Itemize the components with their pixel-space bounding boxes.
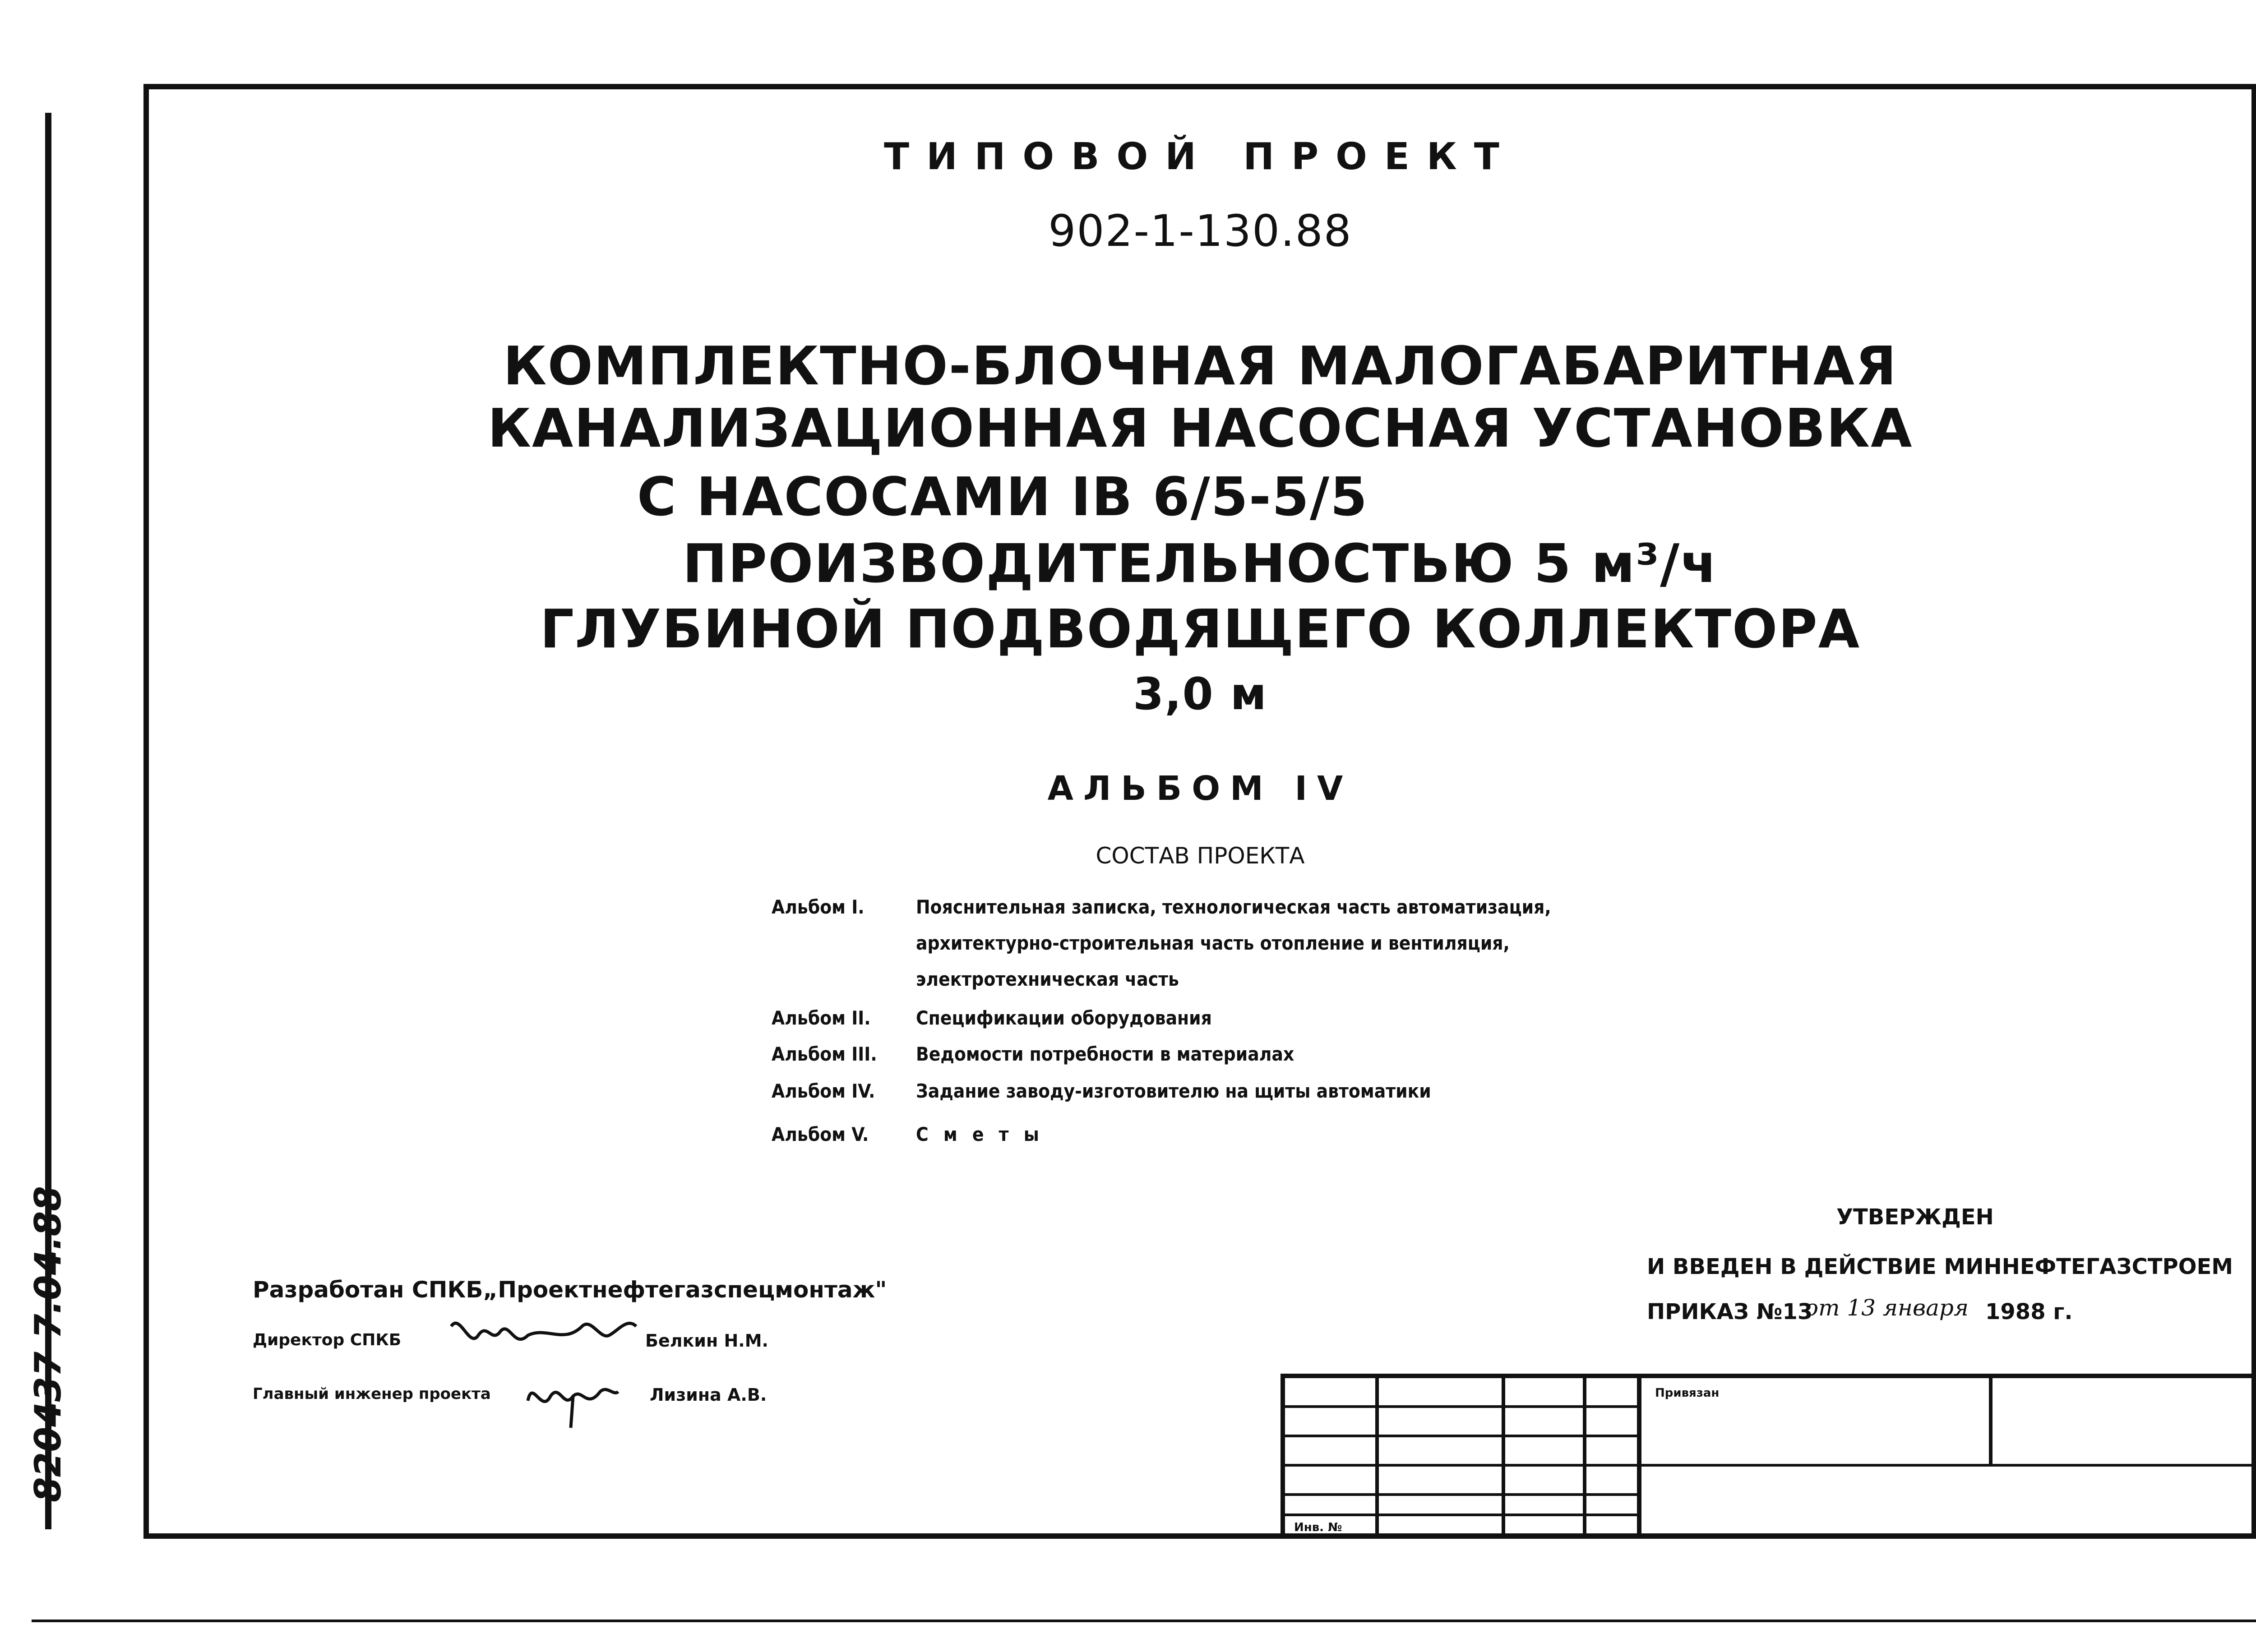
side-registration-note: 820437 7.04.88 — [27, 1186, 69, 1502]
album-label: Альбом I. — [772, 896, 864, 918]
title-block-row-line — [1285, 1464, 2256, 1467]
album-label: Альбом II. — [772, 1007, 871, 1029]
bound-label: Привязан — [1655, 1386, 1720, 1400]
album-item-1 — [772, 896, 1551, 990]
title-line-1: КОМПЛЕКТНО-БЛОЧНАЯ МАЛОГАБАРИТНАЯ — [503, 335, 1897, 397]
composition-heading: СОСТАВ ПРОЕКТА — [1096, 843, 1305, 869]
album-label: Альбом IV. — [772, 1080, 875, 1102]
engineer-label: Главный инженер проекта — [253, 1385, 491, 1403]
album-item-5 — [772, 1123, 1044, 1145]
album-title: АЛЬБОМ IV — [1047, 769, 1353, 808]
title-line-4: ПРОИЗВОДИТЕЛЬНОСТЬЮ 5 м³/ч — [682, 532, 1718, 595]
title-block-row-line — [1285, 1435, 1637, 1437]
album-label: Альбом V. — [772, 1123, 869, 1145]
developer-org: Разработан СПКБ„Проектнефтегазспецмонтаж" — [253, 1277, 887, 1303]
album-item-2 — [772, 1007, 1212, 1029]
album-description-line: электротехническая часть — [916, 968, 1179, 990]
approval-year: 1988 г. — [1985, 1299, 2073, 1324]
approval-line-1: УТВЕРЖДЕН — [1836, 1204, 1994, 1230]
title-block-row-line — [1285, 1405, 1637, 1408]
title-block-row-line — [1285, 1493, 1637, 1496]
project-type: ТИПОВОЙ ПРОЕКТ — [884, 135, 1516, 178]
title-block-divider — [1989, 1378, 1992, 1464]
inventory-number-label: Инв. № — [1294, 1521, 1342, 1534]
album-description-line: Пояснительная записка, технологическая часть автоматизация, — [916, 896, 1551, 918]
approval-order-date: от 13 января — [1805, 1295, 1969, 1321]
title-block-divider — [1637, 1378, 1641, 1539]
album-description-line: Ведомости потребности в материалах — [916, 1043, 1294, 1065]
sheet-bottom-line — [32, 1620, 2256, 1622]
engineer-name: Лизина А.В. — [650, 1385, 767, 1405]
title-block — [1281, 1374, 2256, 1539]
title-line-3: С НАСОСАМИ IВ 6/5-5/5 — [637, 466, 1368, 528]
album-description-line: Спецификации оборудования — [916, 1007, 1212, 1029]
title-line-5: ГЛУБИНОЙ ПОДВОДЯЩЕГО КОЛЛЕКТОРА — [540, 598, 1861, 660]
album-item-4 — [772, 1080, 1431, 1102]
title-line-2: КАНАЛИЗАЦИОННАЯ НАСОСНАЯ УСТАНОВКА — [487, 397, 1913, 459]
album-description-line: С м е т ы — [916, 1123, 1044, 1145]
project-number: 902-1-130.88 — [1048, 206, 1352, 256]
director-name: Белкин Н.М. — [645, 1331, 768, 1351]
title-block-row-line — [1285, 1514, 1637, 1516]
album-label: Альбом III. — [772, 1043, 877, 1065]
approval-order-number: ПРИКАЗ №13 — [1647, 1299, 1813, 1324]
director-label: Директор СПКБ — [253, 1331, 402, 1349]
title-line-6: 3,0 м — [1133, 669, 1267, 720]
album-item-3 — [772, 1043, 1294, 1065]
approval-line-2: И ВВЕДЕН В ДЕЙСТВИЕ МИННЕФТЕГАЗСТРОЕМ — [1647, 1254, 2233, 1279]
album-description-line: архитектурно-строительная часть отопление и вентиляция, — [916, 932, 1510, 954]
album-description-line: Задание заводу-изготовителю на щиты автоматики — [916, 1080, 1431, 1102]
